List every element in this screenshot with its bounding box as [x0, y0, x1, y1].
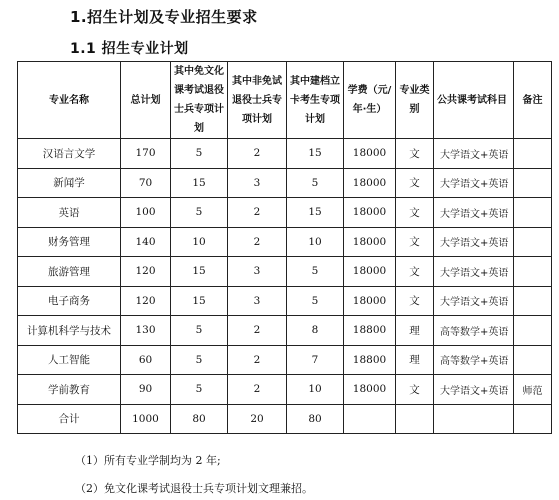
table-row: [18, 227, 552, 257]
subsection-heading: 1.1 招生专业计划: [70, 41, 189, 57]
cell-tuition: 18000: [344, 198, 396, 228]
cell-veteran-nonexempt: 2: [228, 198, 287, 228]
cell-major: 旅游管理: [18, 257, 121, 287]
table-header-row: [18, 62, 552, 139]
header-major-category: 专业类别: [396, 62, 434, 139]
cell-veteran-nonexempt: 3: [228, 168, 287, 198]
table-row: [18, 316, 552, 346]
cell-category: 文: [396, 286, 434, 316]
cell-poverty: 5: [287, 257, 344, 287]
cell-veteran-nonexempt: 2: [228, 375, 287, 405]
cell-total: 140: [121, 227, 171, 257]
cell-major: 电子商务: [18, 286, 121, 316]
header-veteran-exempt-plan: 其中免文化课考试退役士兵专项计划: [171, 62, 228, 139]
cell-veteran-exempt: 80: [171, 404, 228, 434]
cell-total: 120: [121, 257, 171, 287]
header-veteran-nonexempt-plan: 其中非免试退役士兵专项计划: [228, 62, 287, 139]
cell-total: 120: [121, 286, 171, 316]
cell-tuition: 18800: [344, 316, 396, 346]
enrollment-plan-table: [17, 61, 552, 434]
table-total-row: [18, 404, 552, 434]
cell-poverty: 5: [287, 168, 344, 198]
cell-major: 学前教育: [18, 375, 121, 405]
table-row: [18, 139, 552, 169]
cell-exam: [434, 404, 514, 434]
header-tuition: 学费（元/年·生）: [344, 62, 396, 139]
cell-major: 英语: [18, 198, 121, 228]
cell-poverty: 7: [287, 345, 344, 375]
cell-remark: 师范: [514, 375, 552, 405]
cell-tuition: 18000: [344, 227, 396, 257]
cell-total: 100: [121, 198, 171, 228]
table-row: [18, 286, 552, 316]
cell-veteran-nonexempt: 3: [228, 286, 287, 316]
cell-total: 170: [121, 139, 171, 169]
header-major-name: 专业名称: [18, 62, 121, 139]
cell-remark: [514, 316, 552, 346]
cell-exam: 大学语文+英语: [434, 227, 514, 257]
cell-total: 130: [121, 316, 171, 346]
cell-veteran-exempt: 5: [171, 198, 228, 228]
cell-veteran-exempt: 15: [171, 168, 228, 198]
cell-major: 合计: [18, 404, 121, 434]
cell-category: 理: [396, 345, 434, 375]
table-row: [18, 168, 552, 198]
cell-tuition: 18000: [344, 257, 396, 287]
cell-tuition: 18000: [344, 168, 396, 198]
cell-poverty: 10: [287, 227, 344, 257]
header-remarks: 备注: [514, 62, 552, 139]
cell-tuition: 18000: [344, 375, 396, 405]
cell-exam: 高等数学+英语: [434, 345, 514, 375]
note-duration: （1）所有专业学制均为 2 年;: [75, 454, 221, 467]
cell-category: 文: [396, 139, 434, 169]
cell-veteran-exempt: 15: [171, 286, 228, 316]
cell-veteran-exempt: 5: [171, 375, 228, 405]
table-row: [18, 345, 552, 375]
table-row: [18, 198, 552, 228]
cell-veteran-nonexempt: 2: [228, 316, 287, 346]
cell-remark: [514, 404, 552, 434]
cell-poverty: 80: [287, 404, 344, 434]
cell-tuition: [344, 404, 396, 434]
cell-tuition: 18800: [344, 345, 396, 375]
cell-remark: [514, 139, 552, 169]
cell-remark: [514, 198, 552, 228]
cell-remark: [514, 168, 552, 198]
cell-category: 文: [396, 198, 434, 228]
cell-major: 财务管理: [18, 227, 121, 257]
header-total-plan: 总计划: [121, 62, 171, 139]
cell-exam: 大学语文+英语: [434, 375, 514, 405]
cell-exam: 大学语文+英语: [434, 139, 514, 169]
cell-poverty: 15: [287, 198, 344, 228]
header-exam-subjects: 公共课考试科目: [434, 62, 514, 139]
cell-major: 人工智能: [18, 345, 121, 375]
cell-veteran-exempt: 5: [171, 316, 228, 346]
cell-total: 90: [121, 375, 171, 405]
cell-exam: 大学语文+英语: [434, 168, 514, 198]
cell-poverty: 5: [287, 286, 344, 316]
cell-category: 文: [396, 375, 434, 405]
cell-major: 汉语言文学: [18, 139, 121, 169]
cell-veteran-exempt: 5: [171, 345, 228, 375]
cell-remark: [514, 227, 552, 257]
cell-total: 1000: [121, 404, 171, 434]
cell-total: 70: [121, 168, 171, 198]
table-row: [18, 257, 552, 287]
cell-exam: 大学语文+英语: [434, 257, 514, 287]
cell-category: 理: [396, 316, 434, 346]
cell-major: 新闻学: [18, 168, 121, 198]
cell-veteran-exempt: 5: [171, 139, 228, 169]
cell-veteran-exempt: 15: [171, 257, 228, 287]
header-poverty-plan: 其中建档立卡考生专项计划: [287, 62, 344, 139]
cell-veteran-exempt: 10: [171, 227, 228, 257]
cell-remark: [514, 286, 552, 316]
cell-poverty: 10: [287, 375, 344, 405]
cell-category: 文: [396, 168, 434, 198]
cell-veteran-nonexempt: 3: [228, 257, 287, 287]
cell-poverty: 15: [287, 139, 344, 169]
section-heading: 1.招生计划及专业招生要求: [70, 8, 258, 26]
cell-major: 计算机科学与技术: [18, 316, 121, 346]
cell-exam: 大学语文+英语: [434, 286, 514, 316]
table-row: [18, 375, 552, 405]
cell-total: 60: [121, 345, 171, 375]
note-veteran-plan: （2）免文化课考试退役士兵专项计划文理兼招。: [75, 482, 313, 495]
cell-remark: [514, 257, 552, 287]
cell-category: 文: [396, 257, 434, 287]
cell-remark: [514, 345, 552, 375]
cell-veteran-nonexempt: 2: [228, 345, 287, 375]
cell-category: [396, 404, 434, 434]
cell-veteran-nonexempt: 2: [228, 227, 287, 257]
cell-tuition: 18000: [344, 139, 396, 169]
cell-exam: 大学语文+英语: [434, 198, 514, 228]
cell-veteran-nonexempt: 20: [228, 404, 287, 434]
cell-exam: 高等数学+英语: [434, 316, 514, 346]
cell-tuition: 18000: [344, 286, 396, 316]
cell-category: 文: [396, 227, 434, 257]
cell-veteran-nonexempt: 2: [228, 139, 287, 169]
cell-poverty: 8: [287, 316, 344, 346]
